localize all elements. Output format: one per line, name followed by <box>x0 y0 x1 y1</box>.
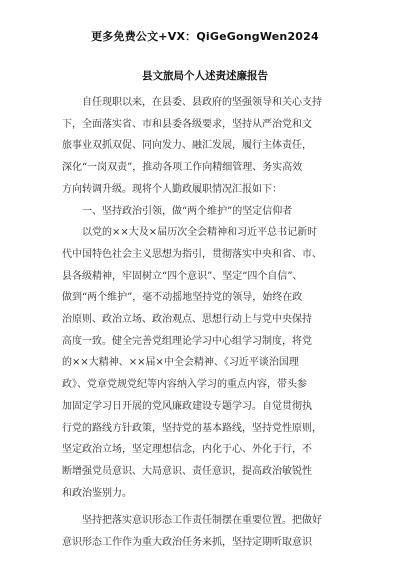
body-line: 代中国特色社会主义思想为指引，贯彻落实中央和省、市、 <box>62 248 322 260</box>
body-line: 意识形态工作作为重大政治任务来抓，坚持定期听取意识 <box>62 537 312 549</box>
body-line: 和政治鉴别力。 <box>62 487 132 499</box>
body-line: 的××大精神、××届×中全会精神、《习近平谈治国理 <box>62 357 299 369</box>
body-line: 加固定学习日开展的党风廉政建设专题学习。自觉贯彻执 <box>62 400 312 412</box>
body-line: 高度一致。健全完善党组理论学习中心组学习制度，将党 <box>62 335 312 347</box>
body-line: 县各级精神，牢固树立“四个意识”、坚定“四个自信”、 <box>62 270 303 282</box>
document-body <box>62 92 346 554</box>
section-heading: 一、坚持政治引领，做“两个维护”的坚定信仰者 <box>82 205 293 217</box>
body-line: 下，全面落实省、市和县委各级要求，坚持从严治党和文 <box>62 118 312 130</box>
body-line: 坚持把落实意识形态工作责任制摆在重要位置。把做好 <box>82 515 322 527</box>
body-line: 旅事业双抓双促、同向发力、融汇发展，履行主体责任， <box>62 140 312 152</box>
promo-banner: 更多免费公文+VX：QiGeGongWen2024 <box>91 30 319 43</box>
body-line: 行党的路线方针政策，坚持党的基本路线，坚持党性原则， <box>62 422 322 434</box>
body-line: 做到“两个维护”，毫不动摇地坚持党的领导，始终在政 <box>62 292 303 304</box>
body-line: 自任现职以来，在县委、县政府的坚强领导和关心支持 <box>82 97 322 108</box>
document-title: 县文旅局个人述责述廉报告 <box>142 70 268 82</box>
body-line: 政》、党章党规党纪等内容纳入学习的重点内容，带头参 <box>62 379 307 391</box>
body-line: 治原则、政治立场、政治观点、思想行动上与党中央保持 <box>62 314 312 326</box>
body-line: 坚定政治立场，坚定理想信念，内化于心、外化于行，不 <box>62 444 312 456</box>
body-line: 深化“一岗双责”，推动各项工作向精细管理、务实高效 <box>62 162 303 174</box>
body-line: 以党的××大及×届历次全会精神和习近平总书记新时 <box>82 227 318 239</box>
body-line: 断增强党员意识、大局意识、责任意识，提高政治敏锐性 <box>62 465 312 477</box>
body-line: 方向转调升级。现将个人勤政履职情况汇报如下： <box>62 183 282 195</box>
